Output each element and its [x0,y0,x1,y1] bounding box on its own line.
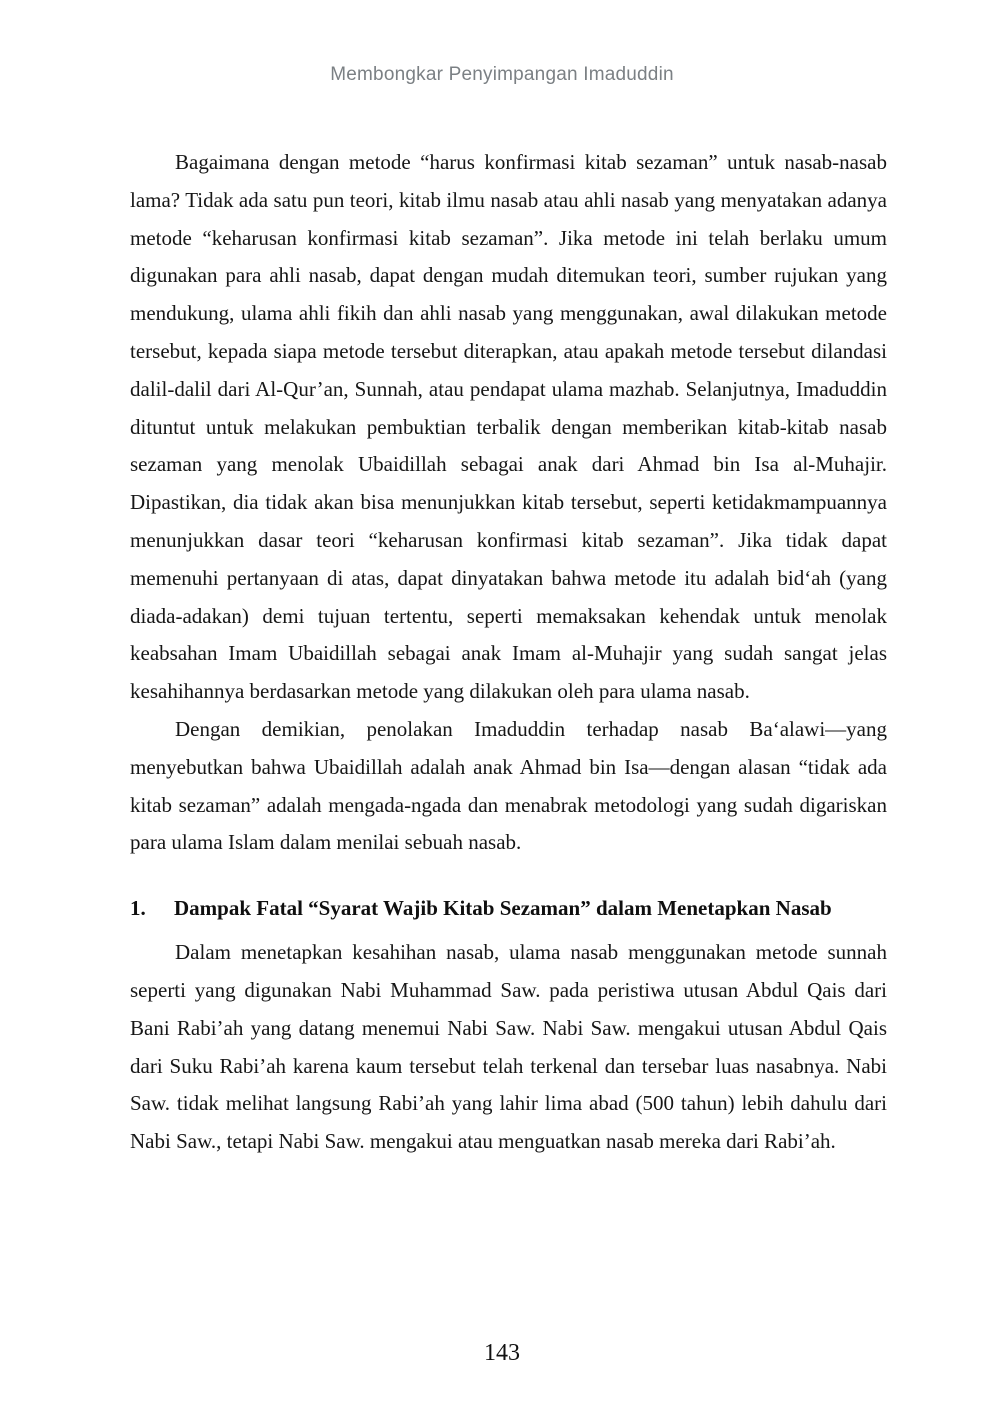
section-number: 1. [130,896,146,921]
paragraph: Dengan demikian, penolakan Imaduddin terhadap nasab Ba‘alawi—yang menyebutkan bahwa Ubaidillah adalah anak Ahmad bin Isa—dengan alasan “tidak ada kitab sezaman” adalah mengada-ngada dan menabrak metodologi yang sudah digariskan para ulama Islam dalam menilai sebuah nasab. [130,716,887,855]
running-header: Membongkar Penyimpangan Imaduddin [330,64,674,85]
section-title: Dampak Fatal “Syarat Wajib Kitab Sezaman” dalam Menetapkan Nasab [174,896,832,921]
paragraph: Dalam menetapkan kesahihan nasab, ulama nasab menggunakan metode sunnah seperti yang digunakan Nabi Muhammad Saw. pada peristiwa utusan Abdul Qais dari Bani Rabi’ah yang datang menemui Nabi Saw. Nabi Saw. mengakui utusan Abdul Qais dari Suku Rabi’ah karena kaum tersebut telah terkenal dan tersebar luas nasabnya. Nabi Saw. tidak melihat langsung Rabi’ah yang lahir lima abad (500 tahun) lebih dahulu dari Nabi Saw., tetapi Nabi Saw. mengakui atau menguatkan nasab mereka dari Rabi’ah. [130,940,887,1154]
page-body [130,144,887,1161]
page-number: 143 [484,1340,520,1366]
paragraph: Bagaimana dengan metode “harus konfirmasi kitab sezaman” untuk nasab-nasab lama? Tidak ada satu pun teori, kitab ilmu nasab atau ahli nasab yang menyatakan adanya metode “keharusan konfirmasi kitab sezaman”. Jika metode ini telah berlaku umum digunakan para ahli nasab, dapat dengan mudah ditemukan teori, sumber rujukan yang mendukung, ulama ahli fikih dan ahli nasab yang menggunakan, awal dilakukan metode tersebut, kepada siapa metode tersebut diterapkan, atau apakah metode tersebut dilandasi dalil-dalil dari Al-Qur’an, Sunnah, atau pendapat ulama mazhab. Selanjutnya, Imaduddin dituntut untuk melakukan pembuktian terbalik dengan memberikan kitab-kitab nasab sezaman yang menolak Ubaidillah sebagai anak dari Ahmad bin Isa al-Muhajir. Dipastikan, dia tidak akan bisa menunjukkan kitab tersebut, seperti ketidakmampuannya menunjukkan dasar teori “keharusan konfirmasi kitab sezaman”. Jika tidak dapat memenuhi pertanyaan di atas, dapat dinyatakan bahwa metode itu adalah bid‘ah (yang diada-adakan) demi tujuan tertentu, seperti memaksakan kehendak untuk menolak keabsahan Imam Ubaidillah sebagai anak Imam al-Muhajir yang sudah sangat jelas kesahihannya berdasarkan metode yang dilakukan oleh para ulama nasab. [130,150,887,704]
section-heading [130,888,887,928]
